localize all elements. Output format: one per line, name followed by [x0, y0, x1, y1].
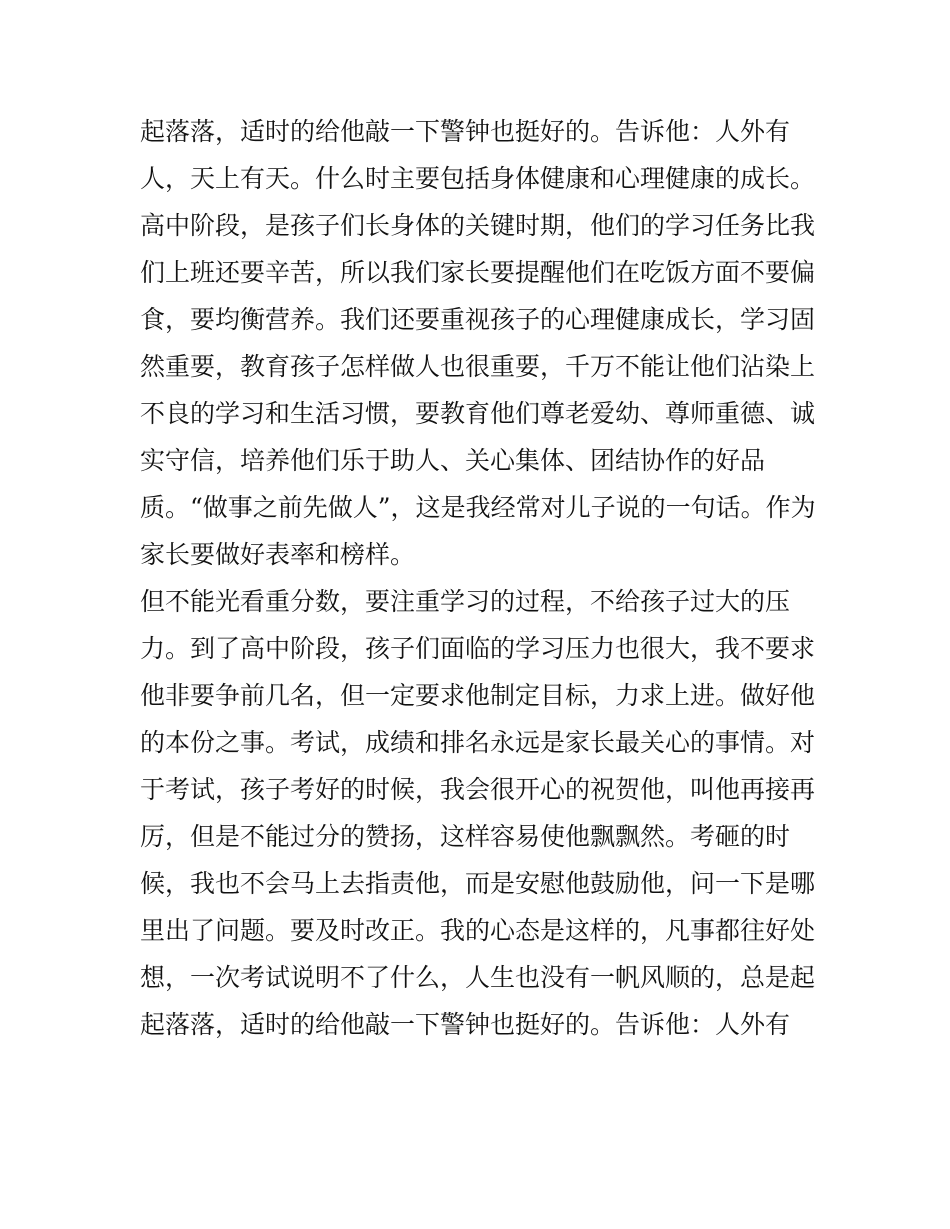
text-line: 于考试，孩子考好的时候，我会很开心的祝贺他，叫他再接再: [140, 775, 816, 804]
text-line: 人，天上有天。什么时主要包括身体健康和心理健康的成长。: [140, 164, 816, 193]
text-line: 想，一次考试说明不了什么，人生也没有一帆风顺的，总是起: [140, 963, 816, 992]
text-line: 他非要争前几名，但一定要求他制定目标，力求上进。做好他: [140, 681, 816, 710]
text-line: 候，我也不会马上去指责他，而是安慰他鼓励他，问一下是哪: [140, 869, 816, 898]
text-line: 的本份之事。考试，成绩和排名永远是家长最关心的事情。对: [140, 728, 816, 757]
text-line: 质。“做事之前先做人”，这是我经常对儿子说的一句话。作为: [140, 493, 816, 522]
text-line: 但不能光看重分数，要注重学习的过程，不给孩子过大的压: [140, 587, 791, 616]
text-line: 厉，但是不能过分的赞扬，这样容易使他飘飘然。考砸的时: [140, 822, 791, 851]
text-line: 里出了问题。要及时改正。我的心态是这样的，凡事都往好处: [140, 916, 816, 945]
text-line: 力。到了高中阶段，孩子们面临的学习压力也很大，我不要求: [140, 634, 816, 663]
text-line: 食，要均衡营养。我们还要重视孩子的心理健康成长，学习固: [140, 305, 816, 334]
text-line: 然重要，教育孩子怎样做人也很重要，千万不能让他们沾染上: [140, 352, 816, 381]
text-line: 家长要做好表率和榜样。: [140, 540, 416, 569]
text-line: 起落落，适时的给他敲一下警钟也挺好的。告诉他：人外有: [140, 117, 791, 146]
text-line: 高中阶段，是孩子们长身体的关键时期，他们的学习任务比我: [140, 211, 816, 240]
text-line: 实守信，培养他们乐于助人、关心集体、团结协作的好品: [140, 446, 766, 475]
text-line: 们上班还要辛苦，所以我们家长要提醒他们在吃饭方面不要偏: [140, 258, 816, 287]
body-text: [140, 108, 830, 1048]
text-line: 起落落，适时的给他敲一下警钟也挺好的。告诉他：人外有: [140, 1010, 791, 1039]
text-line: 不良的学习和生活习惯，要教育他们尊老爱幼、尊师重德、诚: [140, 399, 816, 428]
